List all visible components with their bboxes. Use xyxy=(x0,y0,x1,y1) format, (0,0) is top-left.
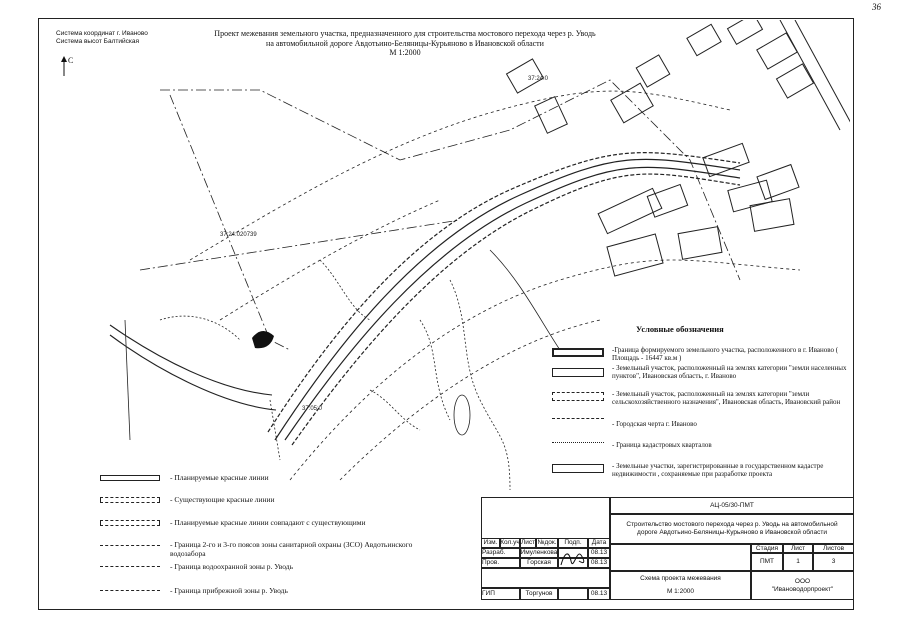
coord-system-text: Система координат г. Иваново xyxy=(56,30,148,37)
legend-title: Условные обозначения xyxy=(636,324,724,334)
title-block xyxy=(481,497,854,610)
north-label: С xyxy=(68,56,74,65)
title-line-1: Проект межевания земельного участка, предназначенного для строительства мостового перехода через р. Уводь xyxy=(214,29,596,38)
line-legend-1: - Планируемые красные линии xyxy=(170,473,269,482)
title-scale: М 1:2000 xyxy=(389,48,421,57)
hdr-date: Дата xyxy=(588,538,610,548)
role-3: ГИП xyxy=(481,588,520,600)
legend-item-1: -Граница формируемого земельного участка, расположенного в г. Иваново ( Площадь - 16447 кв.м ) xyxy=(612,346,839,363)
legend-item-6: - Земельные участки, зарегистрированные в государственном кадастре недвижимости , сохраняемые при разработке проекта xyxy=(612,462,824,479)
company-line-2: "Ивановодорпроект" xyxy=(771,585,834,593)
role-1: Разраб. xyxy=(481,548,520,558)
sheet-value: 1 xyxy=(783,553,813,571)
line-swatch-4 xyxy=(100,545,160,547)
line-swatch-3 xyxy=(100,520,160,526)
stage-value: ПМТ xyxy=(751,553,783,571)
line-legend-6: - Граница прибрежной зоны р. Уводь xyxy=(170,586,288,595)
legend-item-2: - Земельный участок, расположенный на землях категории "земли населенных пунктов", Ивановская область, г. Иваново xyxy=(612,364,847,381)
stage-label: Стадия xyxy=(751,544,783,553)
hdr-izm: Изм. xyxy=(481,538,500,548)
legend-swatch-2 xyxy=(552,368,604,377)
legend-swatch-5 xyxy=(552,442,604,444)
cadastral-label-2: 37:24:0 xyxy=(528,76,549,82)
legend-item-5: - Граница кадастровых кварталов xyxy=(612,441,712,449)
name-2: Горская xyxy=(520,558,558,568)
date-1: 08.13 xyxy=(588,548,610,558)
cadastral-label-1: 37:24:020739 xyxy=(220,232,257,238)
sheets-label: Листов xyxy=(813,544,854,553)
sheets-value: 3 xyxy=(813,553,854,571)
date-2: 08.13 xyxy=(588,558,610,568)
buildings xyxy=(507,20,814,276)
name-3: Торгунов xyxy=(520,588,558,600)
legend-swatch-4 xyxy=(552,418,604,420)
line-swatch-5 xyxy=(100,566,160,568)
legend-swatch-1 xyxy=(552,348,604,357)
legend-swatch-3 xyxy=(552,392,604,401)
legend-swatch-6 xyxy=(552,464,604,473)
doc-code: АЦ-05/30-ПМТ xyxy=(610,497,854,514)
company-line-1: ООО xyxy=(794,577,811,585)
line-legend-5: - Граница водоохранной зоны р. Уводь xyxy=(170,562,294,571)
line-legend-4: - Граница 2-го и 3-го поясов зоны санитарной охраны (ЗСО) Авдотьинского водозабора xyxy=(170,540,413,558)
line-swatch-1 xyxy=(100,475,160,481)
company-cell xyxy=(751,571,854,600)
empty-name-cell xyxy=(610,544,751,571)
legend-item-3: - Земельный участок, расположенный на землях категории "земли сельскохозяйственного назначения", Ивановская область, Ивановский район xyxy=(612,390,841,407)
drawing-scale: М 1:2000 xyxy=(666,588,695,595)
sign-3 xyxy=(558,588,588,600)
drawing-name-cell xyxy=(610,571,751,600)
page-number: 36 xyxy=(872,2,881,12)
title-line-2: на автомобильной дороге Авдотьино-Беляницы-Курьяново в Ивановской области xyxy=(266,38,544,48)
revision-grid xyxy=(481,497,610,538)
drawing-name: Схема проекта межевания xyxy=(640,575,721,582)
blank-rows xyxy=(481,568,610,588)
date-3: 08.13 xyxy=(588,588,610,600)
name-1: Имуленкова xyxy=(520,549,558,556)
hdr-sign: Подп. xyxy=(558,538,588,548)
signature-icon xyxy=(559,547,587,569)
hdr-kol: Кол.уч xyxy=(500,539,520,546)
role-2: Пров. xyxy=(481,558,520,568)
legend-item-4: - Городская черта г. Иваново xyxy=(612,420,697,428)
project-name: Строительство мостового перехода через р. Уводь на автомобильной дороге Авдотьино-Беляницы-Курьяново в Ивановской области xyxy=(610,514,854,544)
hdr-list: Лист xyxy=(520,539,536,546)
line-swatch-6 xyxy=(100,590,160,592)
line-swatch-2 xyxy=(100,497,160,503)
water-body-icon xyxy=(252,331,274,348)
hdr-doc: №док. xyxy=(537,539,557,546)
cadastral-label-3: 37:05:0 xyxy=(302,406,323,412)
line-legend-3: - Планируемые красные линии совпадают с существующими xyxy=(170,518,366,527)
height-system-text: Система высот Балтийская xyxy=(56,38,139,45)
line-legend-2: - Существующие красные линии xyxy=(170,495,275,504)
sheet-label: Лист xyxy=(783,544,813,553)
